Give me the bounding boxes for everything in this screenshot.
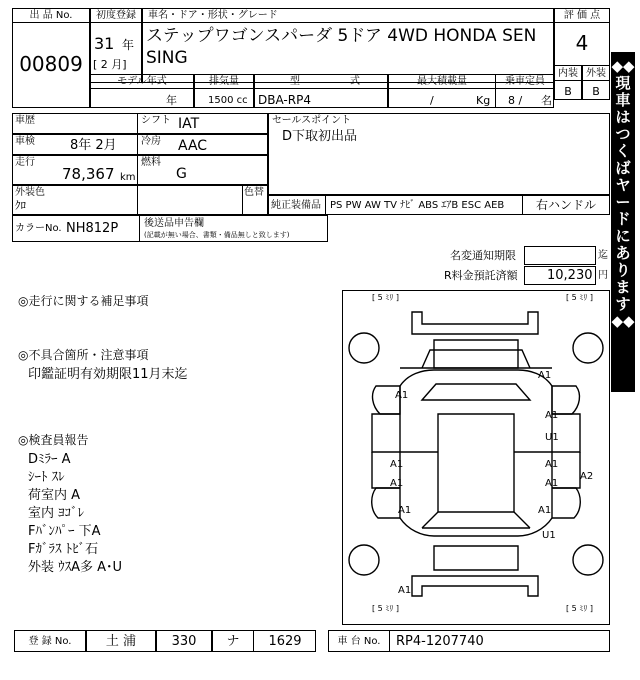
max-load-unit: Kg [476, 94, 491, 107]
tire-front-right: [ 5 ﾐﾘ ] [566, 293, 593, 302]
shift-value: IAT [178, 116, 200, 132]
aircon-label: 冷房 [141, 136, 161, 147]
damage-mark-left-rear-door: A1 [390, 478, 404, 489]
repaint-label: 色替 [244, 187, 264, 198]
registration-year-unit: 年 [122, 38, 135, 52]
inspector-line: Fﾊﾞﾝﾊﾟｰ 下A [28, 524, 101, 539]
fuel-value: G [176, 166, 187, 182]
inspector-title: ◎検査員報告 [18, 433, 89, 447]
damage-mark-right-rear-door-b: A1 [545, 478, 559, 489]
registration-area: 土 浦 [105, 634, 137, 649]
damage-mark-right-quarter-u: U1 [542, 530, 556, 541]
interior-grade: B [564, 85, 572, 98]
defect-line: 印鑑証明有効期限11月末迄 [28, 367, 188, 382]
aftermarket-label: 後送品申告欄 [144, 218, 204, 229]
name-change-suffix: 迄 [598, 250, 608, 261]
color-number-label: カラーNo. [15, 223, 62, 234]
displacement-label: 排気量 [209, 76, 239, 87]
capacity-value: 8 / [508, 94, 523, 107]
max-load-label: 最大積載量 [417, 76, 467, 87]
mileage-unit: km [120, 172, 136, 183]
exterior-label: 外装 [586, 68, 606, 79]
inspection-label: 車検 [15, 136, 35, 147]
damage-mark-front-bumper: A1 [538, 370, 552, 381]
capacity-unit: 名 [541, 94, 552, 107]
damage-mark-left-quarter: A1 [398, 505, 412, 516]
aircon-value: AAC [178, 138, 208, 154]
aftermarket-note: (記載が無い場合、書類・備品無しと致します) [144, 231, 290, 239]
damage-mark-right-front-fender: A1 [545, 410, 559, 421]
damage-mark-right-front-door-u: U1 [545, 432, 559, 443]
tire-rear-left: [ 5 ﾐﾘ ] [372, 604, 399, 613]
chassis-number: RP4-1207740 [396, 634, 484, 649]
shift-label: シフト [141, 115, 171, 126]
sales-point-label: セールスポイント [272, 115, 352, 126]
damage-mark-left-front-door: A1 [390, 459, 404, 470]
type-label-2: 式 [350, 76, 360, 87]
chassis-label: 車 台 No. [337, 636, 381, 647]
supplement-title: ◎走行に関する補足事項 [18, 294, 149, 308]
equipment-list: PS PW AW TV ﾅﾋﾞ ABS ｴｱB ESC AEB [330, 200, 505, 211]
tire-front-left: [ 5 ﾐﾘ ] [372, 293, 399, 302]
damage-mark-right-rear-door-a: A1 [545, 459, 559, 470]
tire-rear-right: [ 5 ﾐﾘ ] [566, 604, 593, 613]
capacity-label: 乗車定員 [505, 76, 545, 87]
fuel-label: 燃料 [141, 157, 161, 168]
evaluation-score: 4 [575, 31, 589, 55]
model-year-unit: 年 [166, 94, 177, 107]
recycle-amount: 10,230 [547, 268, 593, 283]
inspector-line: ｼｰﾄ ｽﾚ [28, 470, 65, 485]
recycle-unit: 円 [598, 270, 608, 281]
registration-month: [ 2 月] [93, 58, 127, 71]
mileage-label: 走行 [15, 157, 35, 168]
damage-mark-right-quarter: A1 [538, 505, 552, 516]
damage-mark-right-rear-panel: A2 [580, 471, 594, 482]
location-banner: ◆◆現車はつくばヤードにあります◆◆ [611, 52, 635, 392]
color-number: NH812P [66, 221, 119, 236]
registration-label: 登 録 No. [28, 636, 72, 647]
first-registration-label: 初度登録 [96, 10, 136, 21]
car-name-label: 車名・ドア・形状・グレード [148, 10, 278, 21]
inspector-line: 荷室内 A [28, 488, 81, 503]
max-load-value: / [430, 94, 434, 107]
inspector-line: 外装 ｳｽA多 A･U [28, 560, 123, 575]
exterior-color-label: 外装色 [15, 187, 45, 198]
car-diagram [342, 290, 610, 625]
mileage-value: 78,367 [62, 165, 115, 183]
car-name-line1: ステップワゴンスパーダ 5ドア 4WD HONDA SEN [146, 26, 537, 46]
name-change-label: 名変通知期限 [450, 249, 516, 262]
lot-number-label: 出 品 No. [29, 10, 73, 21]
equipment-label: 純正装備品 [271, 200, 321, 211]
name-change-box [524, 246, 596, 265]
inspection-value: 8年 2月 [70, 138, 117, 153]
interior-label: 内装 [558, 68, 578, 79]
damage-mark-left-front-fender: A1 [395, 390, 409, 401]
steering-side: 右ハンドル [535, 198, 596, 212]
history-label: 車歴 [15, 115, 35, 126]
inspector-line: Dﾐﾗｰ A [28, 452, 71, 467]
model-year-label: モデル年式 [117, 76, 167, 87]
exterior-grade: B [592, 85, 600, 98]
model-type: DBA-RP4 [258, 93, 311, 107]
registration-kana: ナ [226, 634, 240, 649]
recycle-label: R料金預託済額 [444, 269, 518, 282]
registration-class: 330 [171, 634, 197, 649]
sales-point: D下取初出品 [282, 129, 358, 144]
registration-number: 1629 [268, 634, 302, 649]
inspector-line: Fｶﾞﾗｽ ﾄﾋﾞ石 [28, 542, 99, 557]
displacement-value: 1500 cc [208, 95, 248, 106]
type-label: 型 [290, 76, 300, 87]
defects-title: ◎不具合箇所・注意事項 [18, 348, 149, 362]
damage-mark-rear-bumper: A1 [398, 585, 412, 596]
inspector-line: 室内 ﾖｺﾞﾚ [28, 506, 85, 521]
evaluation-label: 評 価 点 [563, 10, 601, 21]
registration-year: 31 [94, 34, 115, 53]
lot-number: 00809 [19, 52, 83, 76]
car-name-line2: SING [146, 48, 188, 68]
exterior-color-value: ｸﾛ [15, 199, 26, 212]
